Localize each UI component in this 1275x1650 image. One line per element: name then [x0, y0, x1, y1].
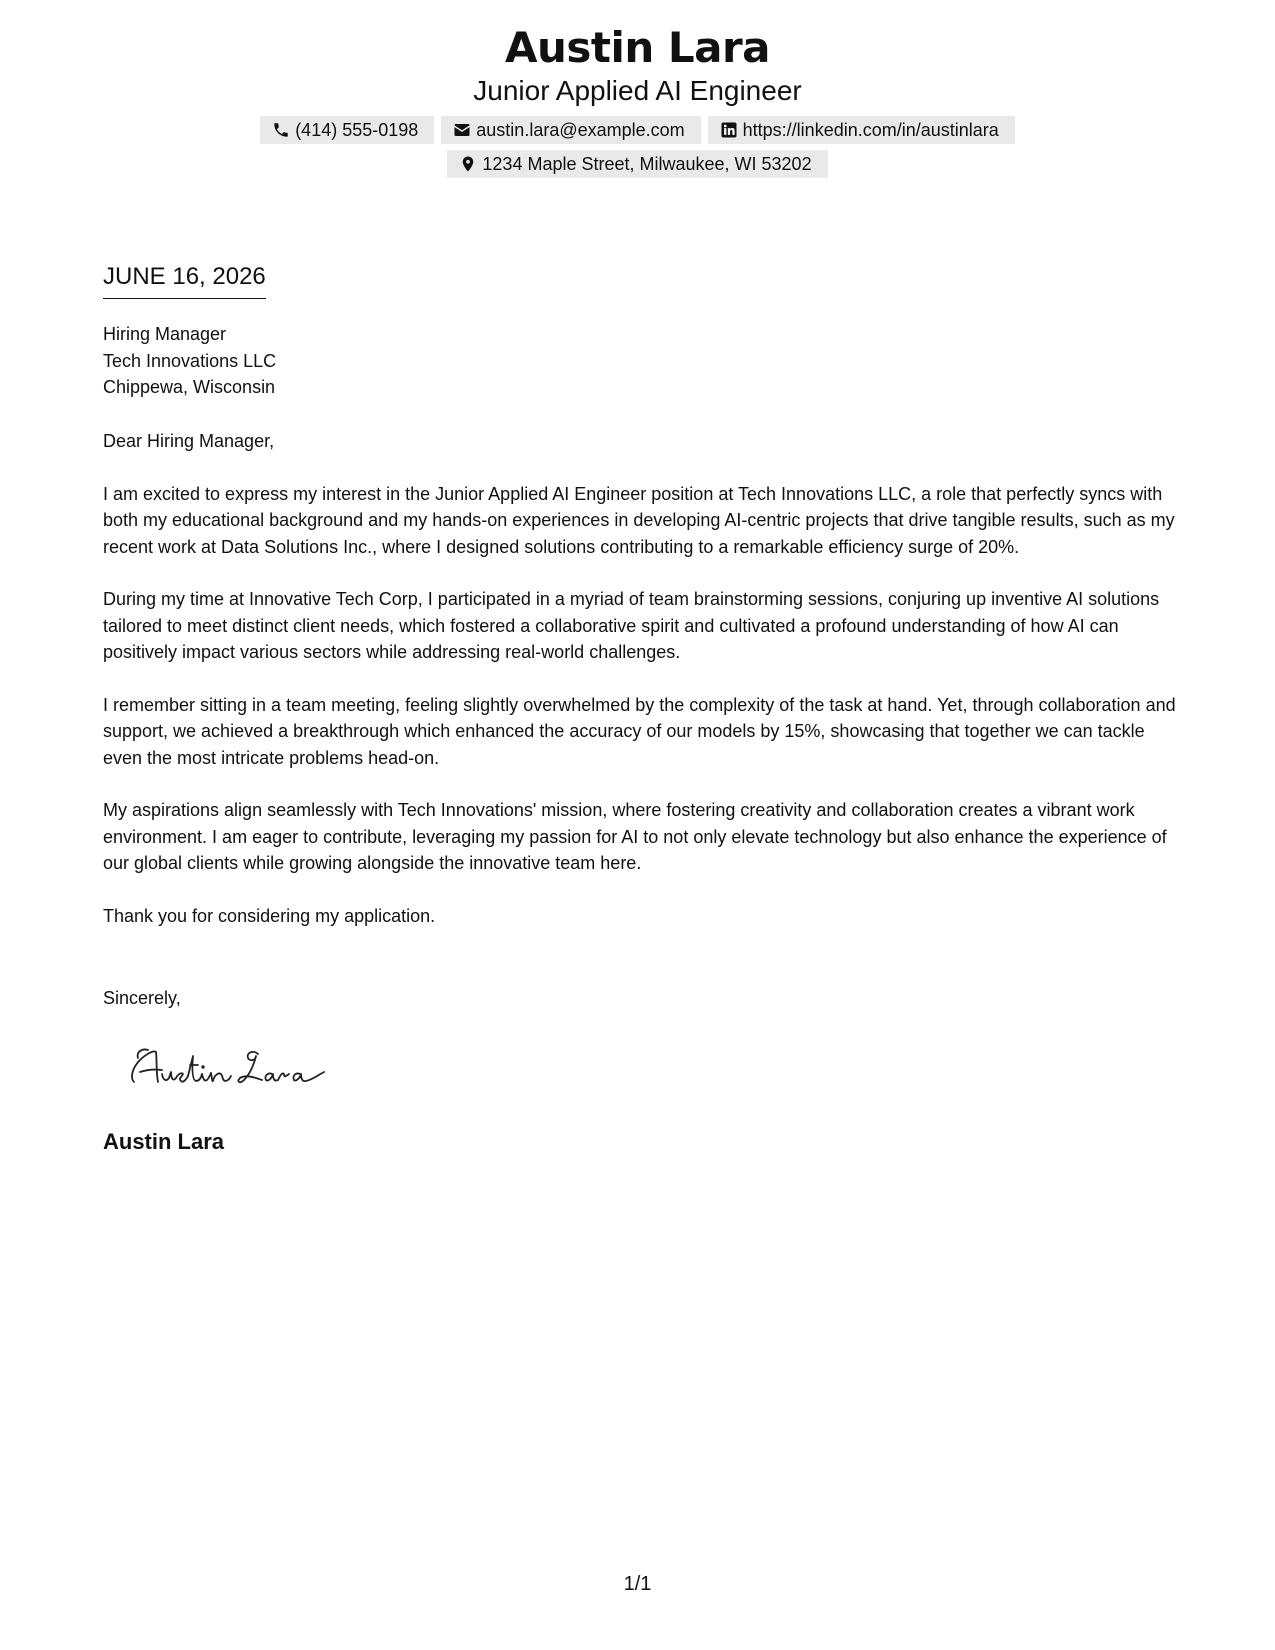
applicant-title: Junior Applied AI Engineer [473, 75, 802, 106]
contact-row-address [0, 150, 1275, 178]
envelope-icon [453, 121, 471, 139]
contact-phone[interactable] [260, 116, 434, 144]
contact-address[interactable] [447, 150, 827, 178]
recipient-line: Tech Innovations LLC [103, 350, 277, 371]
closing: Sincerely, [103, 988, 181, 1008]
page-number: 1/1 [623, 1573, 652, 1595]
body-paragraph: I remember sitting in a team meeting, feeling slightly overwhelmed by the complexity of the task at hand. Yet, through collaboration and support, we achieved a breakthrough which enhanced the accuracy of our models by 15%, showcasing that together we can tackle even the most intricate problems head-on. [103, 694, 1176, 768]
contact-linkedin[interactable] [708, 116, 1015, 144]
contact-address-text: 1234 Maple Street, Milwaukee, WI 53202 [482, 153, 812, 174]
recipient-line: Chippewa, Wisconsin [103, 377, 276, 397]
linkedin-icon [720, 121, 738, 139]
phone-icon [272, 121, 290, 139]
letter-body [103, 428, 1183, 955]
body-paragraph: Thank you for considering my application. [103, 905, 436, 926]
salutation: Dear Hiring Manager, [103, 431, 275, 451]
body-paragraph: My aspirations align seamlessly with Tech Innovations' mission, where fostering creativity and collaboration creates a vibrant work environment. I am eager to contribute, leveraging my passion for AI to not only elevate technology but also enhance the experience of our global clients while growing alongside the innovative team here. [103, 800, 1167, 873]
contact-phone-text: (414) 555-0198 [295, 119, 419, 140]
letter-header [0, 22, 1275, 178]
contact-row [0, 116, 1275, 144]
signer-name: Austin Lara [103, 1129, 225, 1154]
recipient-line: Hiring Manager [103, 324, 227, 344]
applicant-name: Austin Lara [504, 23, 771, 72]
contact-linkedin-text: https://linkedin.com/in/austinlara [742, 119, 999, 140]
map-pin-icon [459, 155, 477, 173]
contact-email-text: austin.lara@example.com [476, 119, 685, 140]
recipient-block [103, 321, 276, 401]
contact-email[interactable] [441, 116, 700, 144]
letter-date: JUNE 16, 2026 [103, 262, 266, 299]
body-paragraph: I am excited to express my interest in the Junior Applied AI Engineer position at Tech Innovations LLC, a role that perfectly syncs with both my educational background and my hands-on experiences in developing AI-centric projects that drive tangible results, such as my recent work at Data Solutions Inc., where I designed solutions contributing to a remarkable efficiency surge of 20%. [103, 483, 1175, 557]
body-paragraph: During my time at Innovative Tech Corp, I participated in a myriad of team brainstorming sessions, conjuring up inventive AI solutions tailored to meet distinct client needs, which fostered a collaborative spirit and cultivated a profound understanding of how AI can positively impact various sectors while addressing real-world challenges. [103, 589, 1160, 662]
handwritten-signature [126, 1038, 336, 1090]
